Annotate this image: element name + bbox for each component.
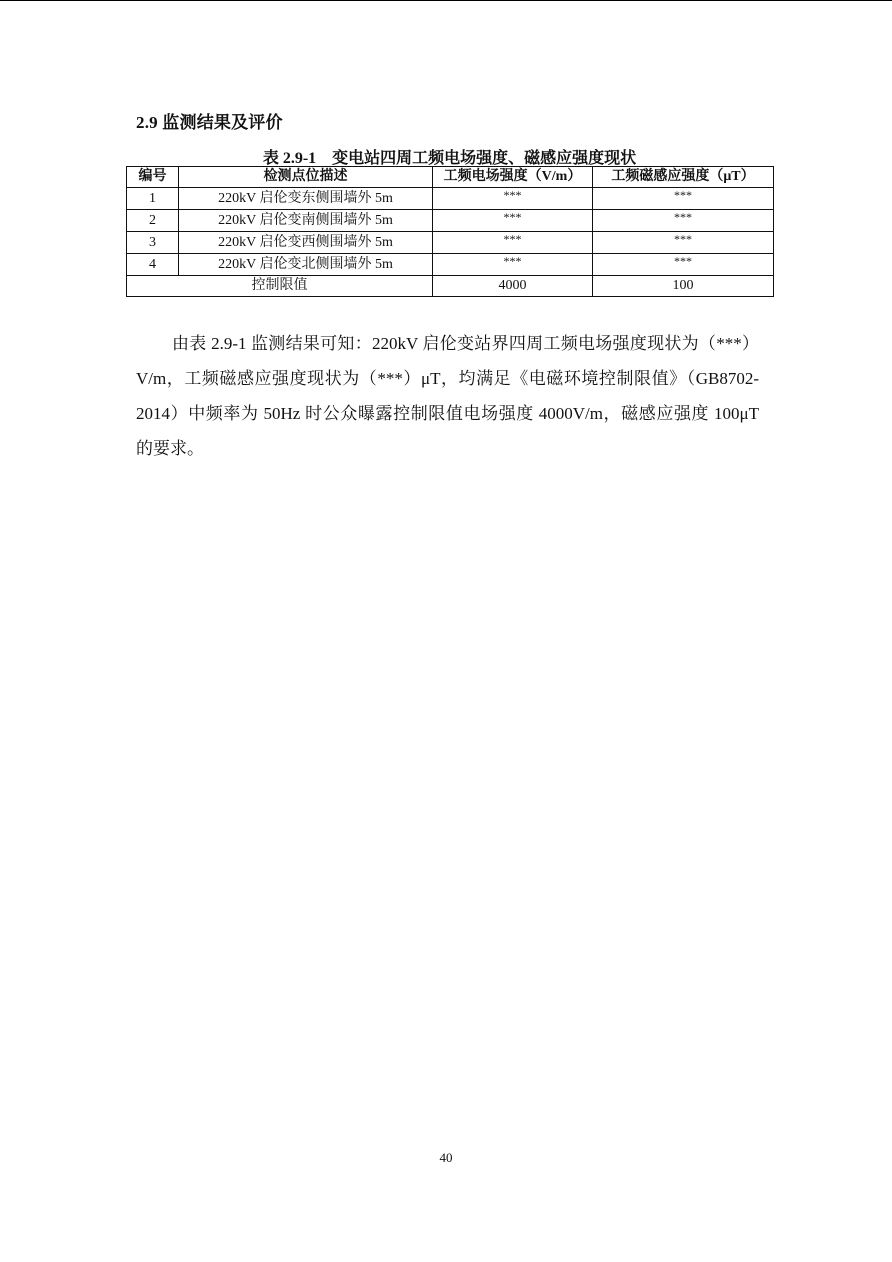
table-row [127, 188, 774, 210]
magnetic-field-value: *** [674, 210, 692, 224]
cell-magnetic-field [593, 232, 774, 254]
cell-magnetic-field [593, 254, 774, 276]
cell-location: 220kV 启伦变南侧围墙外 5m [179, 210, 433, 232]
cell-electric-field [433, 210, 593, 232]
cell-magnetic-field [593, 188, 774, 210]
cell-magnetic-field [593, 210, 774, 232]
cell-electric-field [433, 188, 593, 210]
magnetic-field-value: *** [674, 188, 692, 202]
table-row [127, 210, 774, 232]
table-caption: 表 2.9-1 变电站四周工频电场强度、磁感应强度现状 [262, 150, 637, 167]
conclusion-paragraph: 由表 2.9-1 监测结果可知：220kV 启伦变站界四周工频电场强度现状为（***）V/m，工频磁感应强度现状为（***）μT，均满足《电磁环境控制限值》（GB8702-2014）中频率为 50Hz 时公众曝露控制限值电场强度 4000V/m，磁感应强度 100μT 的要求。 [136, 334, 759, 458]
cell-number: 1 [127, 188, 179, 210]
page-number: 40 [439, 1150, 453, 1165]
limit-row [127, 276, 774, 297]
header-location: 检测点位描述 [179, 167, 433, 188]
cell-electric-field [433, 232, 593, 254]
cell-number: 2 [127, 210, 179, 232]
cell-location: 220kV 启伦变西侧围墙外 5m [179, 232, 433, 254]
cell-number: 4 [127, 254, 179, 276]
magnetic-field-value: *** [674, 254, 692, 268]
electric-field-value: *** [503, 232, 522, 246]
magnetic-field-value: *** [674, 232, 692, 246]
header-magnetic-field: 工频磁感应强度（μT） [593, 167, 774, 188]
section-heading: 2.9 监测结果及评价 [136, 113, 283, 132]
cell-electric-field [433, 254, 593, 276]
cell-number: 3 [127, 232, 179, 254]
monitoring-results-table [126, 166, 774, 297]
electric-field-value: *** [503, 254, 522, 268]
header-number: 编号 [127, 167, 179, 188]
table-row [127, 232, 774, 254]
electric-field-value: *** [503, 210, 522, 224]
limit-magnetic-field: 100 [593, 276, 774, 297]
cell-location: 220kV 启伦变东侧围墙外 5m [179, 188, 433, 210]
table-row [127, 254, 774, 276]
limit-label: 控制限值 [127, 276, 433, 297]
electric-field-value: *** [503, 188, 522, 202]
top-border-line [0, 0, 892, 1]
cell-location: 220kV 启伦变北侧围墙外 5m [179, 254, 433, 276]
header-electric-field: 工频电场强度（V/m） [433, 167, 593, 188]
table-header-row [127, 167, 774, 188]
limit-electric-field: 4000 [433, 276, 593, 297]
